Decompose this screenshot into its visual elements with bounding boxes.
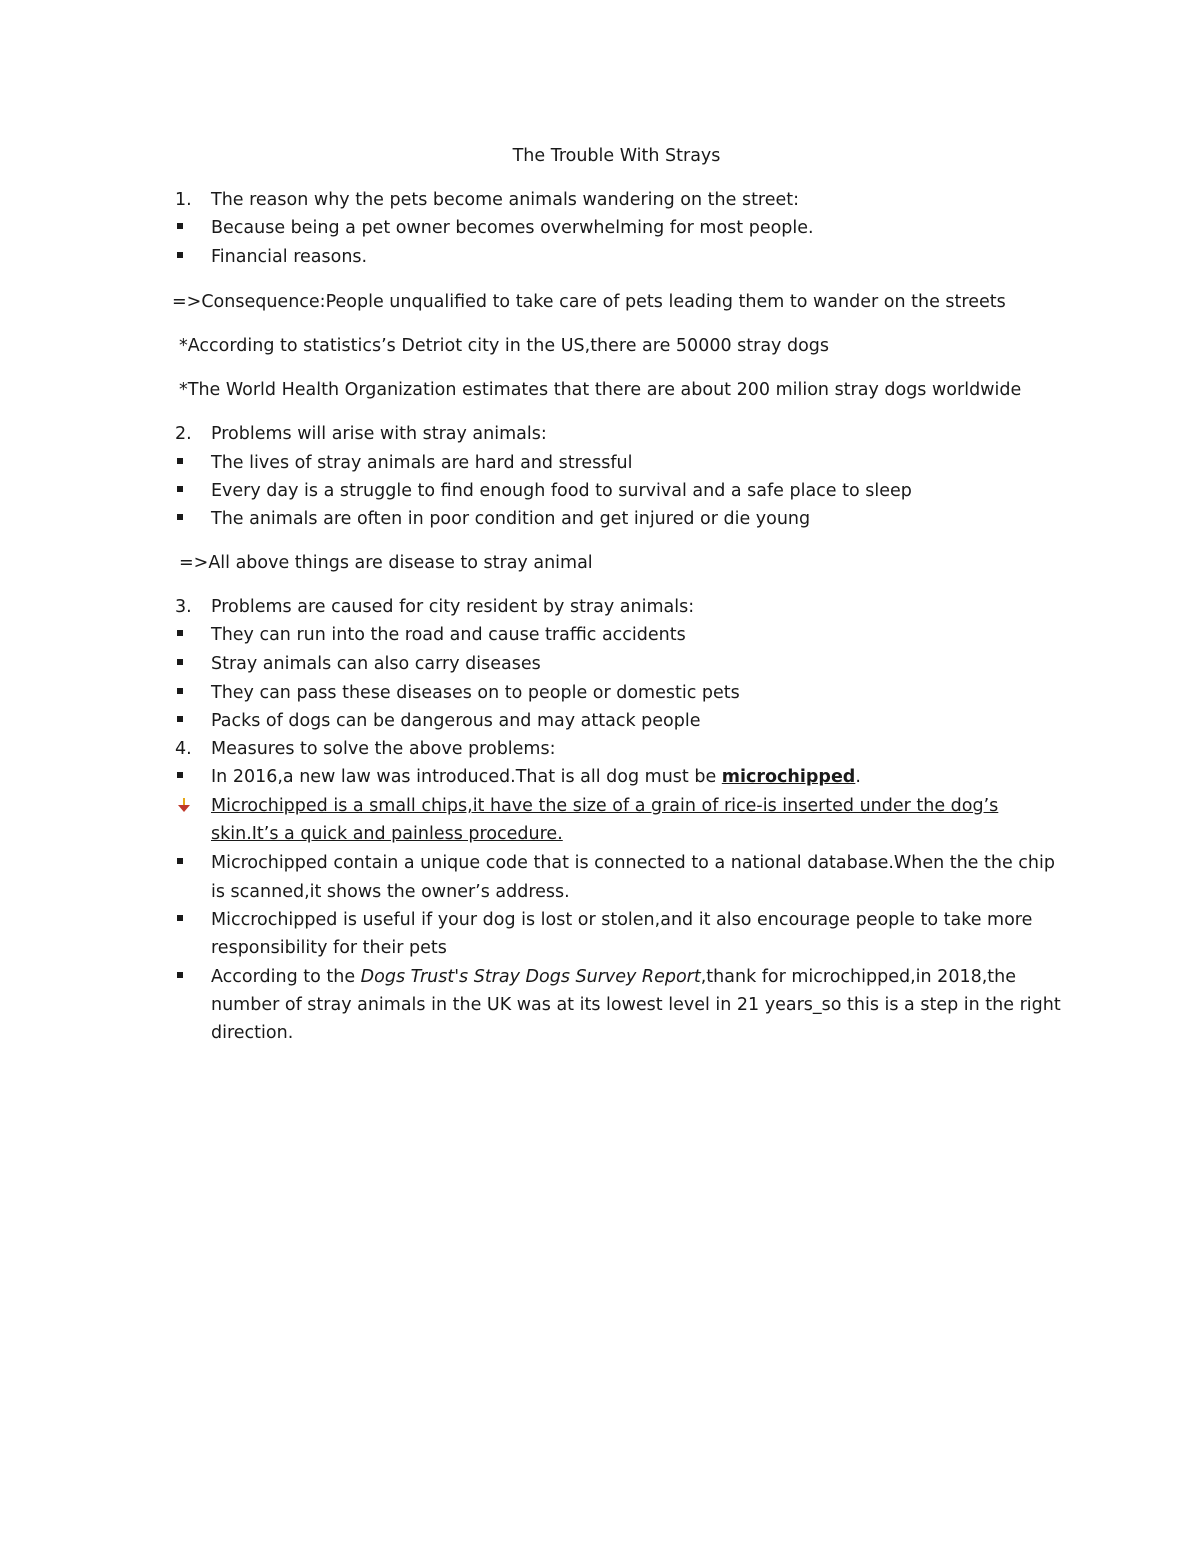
bullet-marker <box>177 486 183 492</box>
list-item: Financial reasons. <box>211 247 368 267</box>
list-item: Stray animals can also carry diseases <box>211 654 541 674</box>
report-pre: According to the <box>211 967 361 987</box>
bullet-marker <box>177 972 183 978</box>
bullet-marker <box>177 688 183 694</box>
list-item: The lives of stray animals are hard and stressful <box>211 453 633 473</box>
bullet-marker <box>177 659 183 665</box>
arrow-down-bullet-icon <box>176 797 192 813</box>
list-item-cont: is scanned,it shows the owner’s address. <box>211 882 570 902</box>
document-title: The Trouble With Strays <box>512 146 721 166</box>
list-item: They can pass these diseases on to people or domestic pets <box>211 683 740 703</box>
list-item: Every day is a struggle to find enough food to survival and a safe place to sleep <box>211 481 912 501</box>
list-item-definition: Microchipped is a small chips,it have the size of a grain of rice-is inserted under the dog’s <box>211 796 999 816</box>
list-number: 2. <box>175 424 192 444</box>
section-heading: The reason why the pets become animals wandering on the street: <box>211 190 800 210</box>
law-end: . <box>855 767 861 787</box>
list-item: Miccrochipped is useful if your dog is lost or stolen,and it also encourage people to take more <box>211 910 1033 930</box>
list-item: They can run into the road and cause traffic accidents <box>211 625 686 645</box>
bullet-marker <box>177 223 183 229</box>
list-item: The animals are often in poor condition and get injured or die young <box>211 509 811 529</box>
bullet-marker <box>177 858 183 864</box>
microchipped-keyword: microchipped <box>721 767 856 787</box>
list-item-definition-cont: skin.It’s a quick and painless procedure. <box>211 824 563 844</box>
bullet-marker <box>177 458 183 464</box>
list-item-law <box>211 765 861 789</box>
list-number: 1. <box>175 190 192 210</box>
list-item-cont: responsibility for their pets <box>211 938 447 958</box>
section-heading: Problems are caused for city resident by stray animals: <box>211 597 695 617</box>
list-number: 3. <box>175 597 192 617</box>
list-item-report <box>211 965 1016 989</box>
bullet-marker <box>177 252 183 258</box>
list-item-cont: direction. <box>211 1023 294 1043</box>
list-item-cont: number of stray animals in the UK was at its lowest level in 21 years_so this is a step in the right <box>211 995 1061 1015</box>
law-text: In 2016,a new law was introduced.That is all dog must be <box>211 767 722 787</box>
statistic-paragraph: *According to statistics’s Detriot city in the US,there are 50000 stray dogs <box>179 336 830 356</box>
section-heading: Problems will arise with stray animals: <box>211 424 547 444</box>
conclusion-paragraph: =>All above things are disease to stray animal <box>179 553 593 573</box>
report-title: Dogs Trust's Stray Dogs Survey Report <box>360 967 701 987</box>
bullet-marker <box>177 772 183 778</box>
bullet-marker <box>177 716 183 722</box>
bullet-marker <box>177 514 183 520</box>
list-item: Packs of dogs can be dangerous and may attack people <box>211 711 701 731</box>
section-heading: Measures to solve the above problems: <box>211 739 556 759</box>
statistic-paragraph: *The World Health Organization estimates that there are about 200 milion stray dogs worldwide <box>179 380 1022 400</box>
list-item: Because being a pet owner becomes overwhelming for most people. <box>211 218 814 238</box>
list-item: Microchipped contain a unique code that is connected to a national database.When the the chip <box>211 853 1055 873</box>
list-number: 4. <box>175 739 192 759</box>
bullet-marker <box>177 915 183 921</box>
bullet-marker <box>177 630 183 636</box>
report-post: ,thank for microchipped,in 2018,the <box>700 967 1016 987</box>
consequence-paragraph: =>Consequence:People unqualified to take care of pets leading them to wander on the streets <box>172 292 1006 312</box>
